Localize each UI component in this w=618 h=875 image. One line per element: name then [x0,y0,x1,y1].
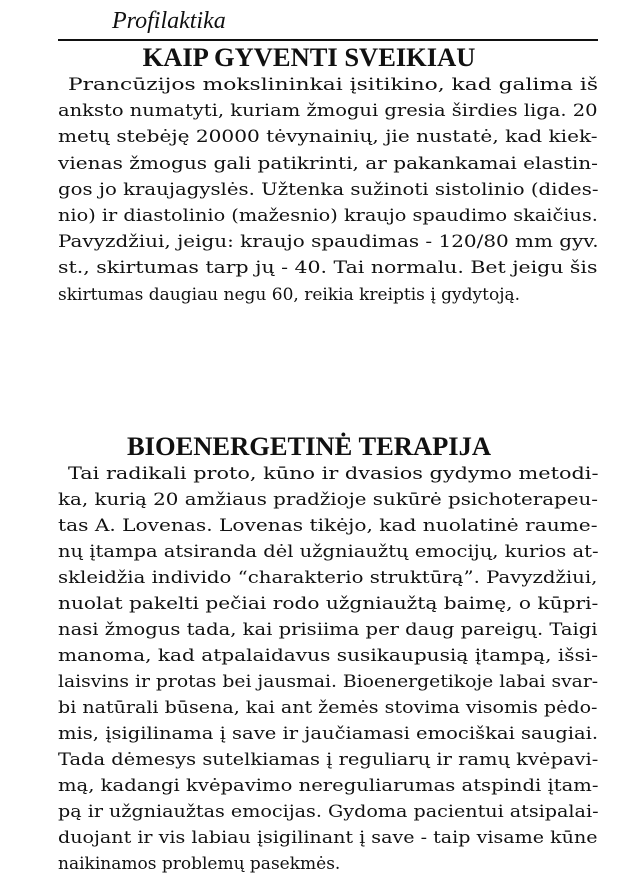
rubric-divider [58,39,598,41]
body-line: nuolat pakelti pečiai rodo užgniaužtą baimę, o kūpri- [58,594,599,614]
article-1-headline: KAIP GYVENTI SVEIKIAU [142,42,476,72]
body-line: skleidžia individo “charakterio struktūrą”. Pavyzdžiui, [58,568,598,588]
body-line: metų stebėję 20000 tėvynainių, jie nustatė, kad kiek- [58,127,598,148]
body-line: anksto numatyti, kuriam žmogui gresia širdies liga. 20 [58,101,598,122]
body-line: nų įtampa atsiranda dėl užgniaužtų emocijų, kurios at- [58,542,599,562]
body-line: duojant ir vis labiau įsigilinant į save - taip visame kūne [58,828,598,848]
body-line: mis, įsigilinama į save ir jaučiamasi emociškai saugiai. [58,724,599,744]
body-line: pą ir užgniaužtas emocijas. Gydoma pacientui atsipalai- [58,802,599,822]
section-rubric: Profilaktika [112,8,226,34]
body-line: skirtumas daugiau negu 60, reikia kreiptis į gydytoją. [58,284,521,305]
body-line: manoma, kad atpalaidavus susikaupusią įtampą, išsi- [58,646,599,666]
body-line: Tai radikali proto, kūno ir dvasios gydymo metodi- [68,464,599,484]
body-line: nio) ir diastolinio (mažesnio) kraujo spaudimo skaičius. [58,206,598,226]
body-line: nasi žmogus tada, kai prisiima per daug pareigų. Taigi [58,620,598,640]
body-line: Prancūzijos mokslininkai įsitikino, kad galima iš [68,75,599,95]
body-line: mą, kadangi kvėpavimo nereguliarumas atspindi įtam- [58,776,599,796]
body-line: ka, kurią 20 amžiaus pradžioje sukūrė psichoterapeu- [58,490,598,510]
body-line: Tada dėmesys sutelkiamas į reguliarų ir ramų kvėpavi- [58,750,599,770]
body-line: naikinamos problemų pasekmės. [58,854,341,874]
body-line: gos jo kraujagyslės. Užtenka sužinoti sistolinio (dides- [58,179,599,200]
body-line: bi natūrali būsena, kai ant žemės stovima visomis pėdo- [58,698,598,718]
body-line: tas A. Lovenas. Lovenas tikėjo, kad nuolatinė raume- [58,516,598,536]
article-2-headline: BIOENERGETINĖ TERAPIJA [127,431,491,461]
body-line: vienas žmogus gali patikrinti, ar pakankamai elastin- [58,153,598,174]
body-line: st., skirtumas tarp jų - 40. Tai normalu. Bet jeigu šis [58,258,598,279]
body-line: Pavyzdžiui, jeigu: kraujo spaudimas - 120/80 mm gyv. [58,232,599,253]
body-line: laisvins ir protas bei jausmai. Bioenergetikoje labai svar- [58,672,599,692]
